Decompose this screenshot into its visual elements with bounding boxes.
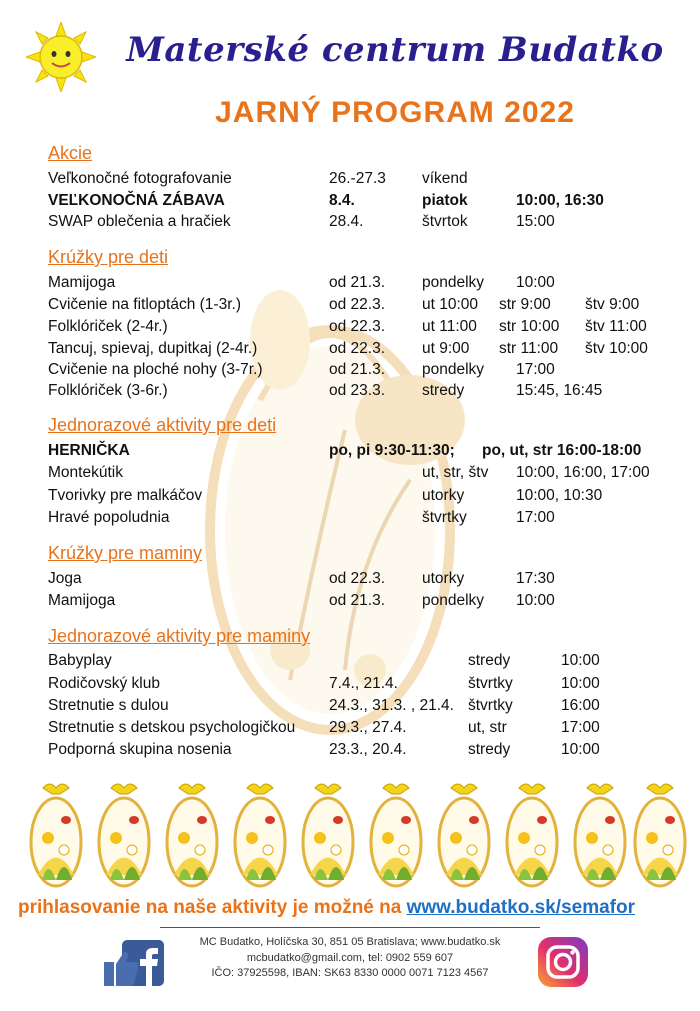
activity-name: VEĽKONOČNÁ ZÁBAVA [48,192,225,209]
activity-day: štvrtok [422,213,468,230]
section-heading-kruzky-maminy: Krúžky pre maminy [48,543,203,563]
activity-day: víkend [422,170,468,187]
activity-date: od 23.3. [329,382,386,399]
activity-date: 26.-27.3 [329,170,386,187]
activity-time-afternoon: po, ut, str 16:00-18:00 [482,442,642,459]
activity-time: 10:00, 16:00, 17:00 [516,464,650,481]
activity-time-wed: str 9:00 [499,296,551,313]
activity-date: od 22.3. [329,340,386,357]
footer-address: MC Budatko, Holíčska 30, 851 05 Bratislava; www.budatko.sk [199,936,501,948]
activity-time-thu: štv 9:00 [585,296,640,313]
activity-name: Veľkonočné fotografovanie [48,170,232,187]
section-heading-kruzky-deti: Krúžky pre deti [48,247,169,267]
activity-name: Mamijoga [48,274,116,291]
semafor-link[interactable]: www.budatko.sk/semafor [406,897,636,918]
activity-time-wed: str 10:00 [499,318,560,335]
activity-time-tue: ut 11:00 [422,318,477,335]
activity-date: od 21.3. [329,361,386,378]
activity-day: stredy [422,382,465,399]
activity-day: stredy [468,652,511,669]
activity-date: 23.3., 20.4. [329,741,407,758]
footer [150,935,550,982]
activity-date: 28.4. [329,213,364,230]
activity-day: pondelky [422,361,485,378]
activity-day: ut, str, štv [422,464,489,481]
activity-time: 15:00 [516,213,555,230]
activity-time: 17:00 [561,719,600,736]
activity-time-morning: po, pi 9:30-11:30; [329,442,455,459]
activity-name: Joga [48,570,82,587]
activity-day: pondelky [422,592,485,609]
activity-name: Mamijoga [48,592,116,609]
activity-name: Cvičenie na ploché nohy (3-7r.) [48,361,263,378]
activity-date: od 22.3. [329,570,386,587]
activity-time: 10:00 [516,274,555,291]
activity-time-thu: štv 11:00 [585,318,647,335]
instagram-icon[interactable] [537,936,589,988]
section-heading-jednorazove-deti: Jednorazové aktivity pre deti [48,415,277,435]
activity-date: od 21.3. [329,274,386,291]
activity-name: Cvičenie na fitloptách (1-3r.) [48,296,241,313]
divider [160,927,540,928]
activity-name: Podporná skupina nosenia [48,741,232,758]
activity-date: 29.3., 27.4. [329,719,407,736]
activity-time: 17:00 [516,509,555,526]
activity-time: 10:00 [561,675,600,692]
activity-time: 16:00 [561,697,600,714]
activity-name: Stretnutie s dulou [48,697,169,714]
activity-name: Stretnutie s detskou psychologičkou [48,719,296,736]
activity-time-tue: ut 10:00 [422,296,479,313]
activity-name: Rodičovský klub [48,675,160,692]
registration-text: prihlasovanie na naše aktivity je možné na [18,897,407,918]
footer-contact: mcbudatko@gmail.com, tel: 0902 559 607 [246,951,454,964]
activity-day: štvrtky [422,509,467,526]
easter-eggs-row [10,778,690,898]
section-heading-akcie: Akcie [48,143,93,163]
activity-date: 7.4., 21.4. [329,675,398,692]
activity-name: Babyplay [48,652,112,669]
activity-day: utorky [422,487,465,504]
activity-name: Tancuj, spievaj, dupitkaj (2-4r.) [48,340,258,357]
activity-name: Hravé popoludnia [48,509,170,526]
activity-name: SWAP oblečenia a hračiek [48,213,231,230]
activity-date: 8.4. [329,192,355,209]
activity-day: pondelky [422,274,485,291]
footer-bank: IČO: 37925598, IBAN: SK63 8330 0000 0071 7123 4567 [211,967,489,979]
activity-time: 10:00, 16:30 [516,192,604,209]
activity-date: od 22.3. [329,296,386,313]
activity-name: Montekútik [48,464,123,481]
activity-name: Folklóriček (2-4r.) [48,318,168,335]
activity-time: 10:00 [561,652,600,669]
activity-day: piatok [422,192,468,209]
page-subtitle: JARNÝ PROGRAM 2022 [215,96,575,129]
activity-day: utorky [422,570,465,587]
activity-date: od 22.3. [329,318,386,335]
activity-name: Folklóriček (3-6r.) [48,382,168,399]
activity-time: 10:00, 10:30 [516,487,603,504]
activity-day: štvrtky [468,697,513,714]
activity-time: 17:30 [516,570,555,587]
section-heading-jednorazove-maminy: Jednorazové aktivity pre maminy [48,626,311,646]
activity-day: ut, str [468,719,507,736]
activity-time-wed: str 11:00 [499,340,559,357]
activity-name: Tvorivky pre malkáčov [48,487,203,504]
activity-time-thu: štv 10:00 [585,340,648,357]
activity-date: od 21.3. [329,592,386,609]
activity-time: 10:00 [561,741,600,758]
sun-logo-icon [26,22,96,92]
page-title: Materské centrum Budatko [126,30,664,70]
activity-time: 10:00 [516,592,555,609]
activity-time: 17:00 [516,361,555,378]
activity-day: štvrtky [468,675,513,692]
activity-day: stredy [468,741,511,758]
activity-time-tue: ut 9:00 [422,340,470,357]
activity-name: HERNIČKA [48,442,130,459]
activity-time: 15:45, 16:45 [516,382,603,399]
registration-line [18,897,688,919]
activity-date: 24.3., 31.3. , 21.4. [329,697,454,714]
